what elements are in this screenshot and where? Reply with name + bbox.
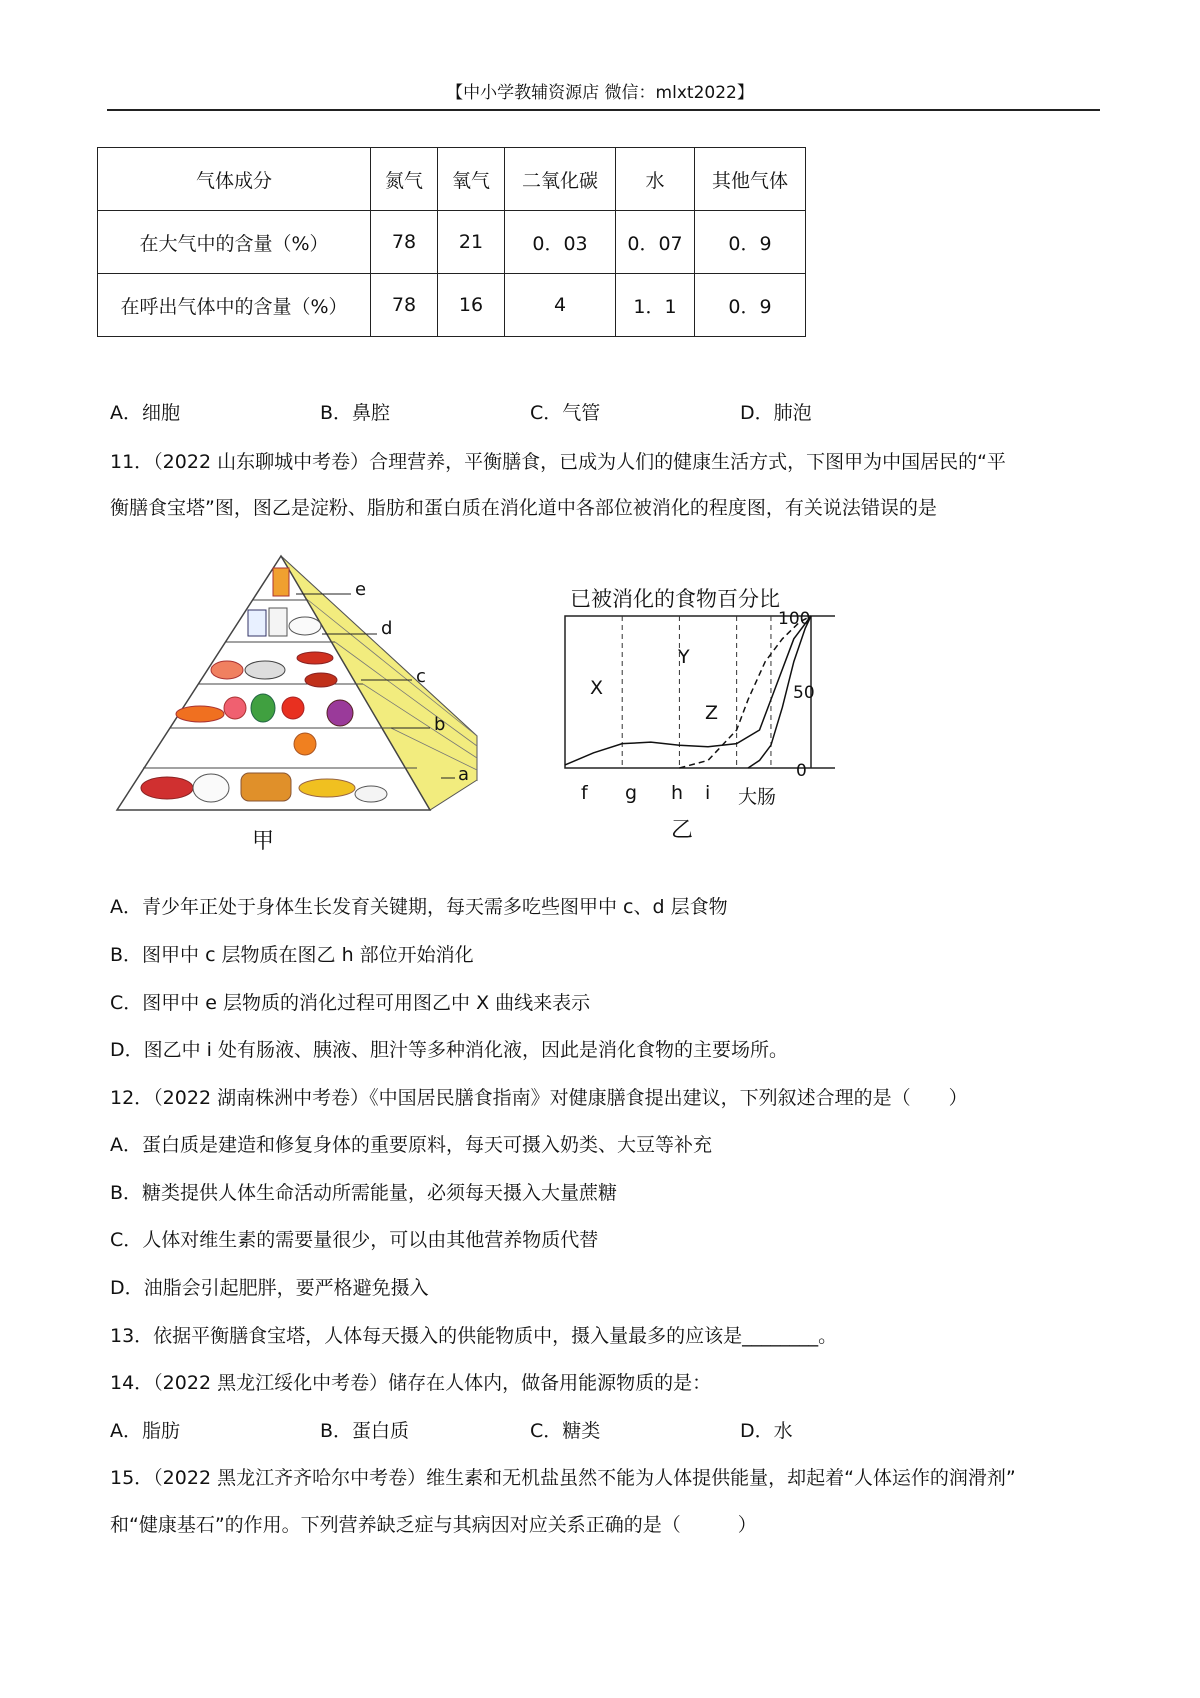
header-rule bbox=[107, 109, 1100, 111]
q12-option-c[interactable]: C．人体对维生素的需要量很少，可以由其他营养物质代替 bbox=[110, 1229, 599, 1251]
x-label: f bbox=[581, 782, 588, 804]
q11-stem-line1: 11．（2022 山东聊城中考卷）合理营养，平衡膳食，已成为人们的健康生活方式，下图甲为中国居民的“平 bbox=[110, 451, 1006, 473]
table-cell: 在呼出气体中的含量（%） bbox=[98, 274, 371, 337]
x-label: g bbox=[625, 782, 638, 804]
table-cell: 1．1 bbox=[616, 274, 695, 337]
table-header-cell: 水 bbox=[616, 148, 695, 211]
q11-option-a[interactable]: A．青少年正处于身体生长发育关键期，每天需多吃些图甲中 c、d 层食物 bbox=[110, 896, 728, 918]
table-cell: 4 bbox=[505, 274, 616, 337]
q14-stem: 14．（2022 黑龙江绥化中考卷）储存在人体内，做备用能源物质的是： bbox=[110, 1372, 712, 1394]
q15-stem-line1: 15．（2022 黑龙江齐齐哈尔中考卷）维生素和无机盐虽然不能为人体提供能量，却起着“人体运作的润滑剂” bbox=[110, 1467, 1016, 1489]
table-row bbox=[98, 274, 806, 337]
table-header-cell: 氮气 bbox=[371, 148, 438, 211]
table-header-cell: 二氧化碳 bbox=[505, 148, 616, 211]
q14-option-c[interactable]: C．糖类 bbox=[530, 1420, 601, 1442]
table-header-row bbox=[98, 148, 806, 211]
q13-stem: 13．依据平衡膳食宝塔，人体每天摄入的供能物质中，摄入量最多的应该是________。 bbox=[110, 1325, 838, 1347]
layer-label-a: a bbox=[458, 764, 470, 785]
layer-label-c: c bbox=[416, 666, 426, 687]
q14-option-a[interactable]: A．脂肪 bbox=[110, 1420, 180, 1442]
pyramid-caption: 甲 bbox=[252, 829, 275, 854]
q11-figure bbox=[115, 548, 835, 858]
table-cell: 0．9 bbox=[695, 211, 806, 274]
q10-option-c[interactable]: C．气管 bbox=[530, 402, 601, 424]
q14-option-b[interactable]: B．蛋白质 bbox=[320, 1420, 410, 1442]
y-tick-label: 100 bbox=[778, 609, 811, 629]
q12-option-d[interactable]: D．油脂会引起肥胖，要严格避免摄入 bbox=[110, 1277, 429, 1299]
q14-option-d[interactable]: D．水 bbox=[740, 1420, 793, 1442]
q10-option-d[interactable]: D．肺泡 bbox=[740, 402, 812, 424]
series-line-y bbox=[679, 616, 811, 768]
layer-label-d: d bbox=[381, 618, 393, 639]
gas-composition-table bbox=[97, 147, 806, 337]
table-row bbox=[98, 211, 806, 274]
q11-option-c[interactable]: C．图甲中 e 层物质的消化过程可用图乙中 X 曲线来表示 bbox=[110, 992, 591, 1014]
x-label: h bbox=[671, 782, 684, 804]
table-cell: 78 bbox=[371, 211, 438, 274]
q11-option-b[interactable]: B．图甲中 c 层物质在图乙 h 部位开始消化 bbox=[110, 944, 474, 966]
layer-label-e: e bbox=[355, 579, 367, 600]
curve-label-x: X bbox=[590, 677, 604, 699]
q12-option-a[interactable]: A．蛋白质是建造和修复身体的重要原料，每天可摄入奶类、大豆等补充 bbox=[110, 1134, 712, 1156]
q12-stem: 12．（2022 湖南株洲中考卷）《中国居民膳食指南》对健康膳食提出建议，下列叙述合理的是（ ） bbox=[110, 1087, 968, 1109]
q11-option-d[interactable]: D．图乙中 i 处有肠液、胰液、胆汁等多种消化液，因此是消化食物的主要场所。 bbox=[110, 1039, 788, 1061]
curve-label-z: Z bbox=[705, 702, 719, 724]
q10-option-a[interactable]: A．细胞 bbox=[110, 402, 180, 424]
table-cell: 21 bbox=[438, 211, 505, 274]
q10-option-b[interactable]: B．鼻腔 bbox=[320, 402, 391, 424]
chart-title: 已被消化的食物百分比 bbox=[570, 587, 780, 611]
table-cell: 78 bbox=[371, 274, 438, 337]
table-cell: 16 bbox=[438, 274, 505, 337]
q15-stem-line2: 和“健康基石”的作用。下列营养缺乏症与其病因对应关系正确的是（ ） bbox=[110, 1514, 757, 1536]
q12-option-b[interactable]: B．糖类提供人体生命活动所需能量，必须每天摄入大量蔗糖 bbox=[110, 1182, 618, 1204]
table-cell: 0．03 bbox=[505, 211, 616, 274]
curve-label-y: Y bbox=[678, 646, 690, 668]
x-label: 大肠 bbox=[738, 786, 777, 808]
table-cell: 0．9 bbox=[695, 274, 806, 337]
table-header-cell: 气体成分 bbox=[98, 148, 371, 211]
y-tick-label: 0 bbox=[796, 761, 807, 781]
table-cell: 在大气中的含量（%） bbox=[98, 211, 371, 274]
table-cell: 0．07 bbox=[616, 211, 695, 274]
table-header-cell: 氧气 bbox=[438, 148, 505, 211]
layer-label-b: b bbox=[434, 714, 446, 735]
chart-caption: 乙 bbox=[671, 818, 694, 843]
page-header: 【中小学教辅资源店 微信：mlxt2022】 bbox=[446, 83, 754, 103]
table-header-cell: 其他气体 bbox=[695, 148, 806, 211]
x-label: i bbox=[705, 782, 711, 804]
y-tick-label: 50 bbox=[793, 683, 815, 703]
q11-stem-line2: 衡膳食宝塔”图，图乙是淀粉、脂肪和蛋白质在消化道中各部位被消化的程度图，有关说法错误的是 bbox=[110, 497, 937, 519]
